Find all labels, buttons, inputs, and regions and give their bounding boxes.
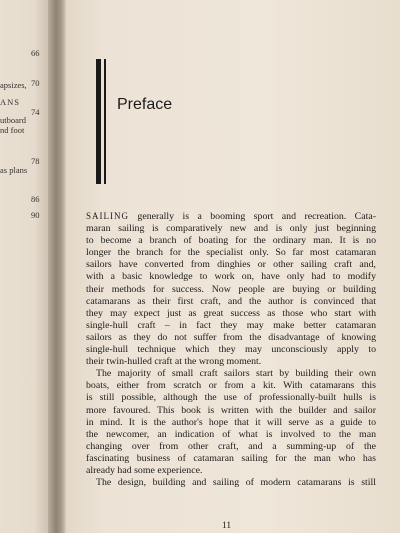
text-line: with a basic knowledge to work on, have only had to modify xyxy=(86,271,376,283)
text-line: maran sailing is comparatively new and is only just beginning xyxy=(86,223,376,235)
text-line: in mind. It is the author's hope that it will serve as a guide to xyxy=(86,416,376,428)
book-gutter xyxy=(48,0,66,533)
left-page-fragment: nd foot xyxy=(0,125,25,135)
left-page-number: 78 xyxy=(31,156,40,166)
left-page-fragment: ANS xyxy=(0,97,21,107)
text-line: sailors have converted from dinghies or other sailing craft and, xyxy=(86,259,376,271)
small-caps-word: SAILING xyxy=(86,211,129,221)
chapter-title: Preface xyxy=(117,96,173,113)
text-line: The majority of small craft sailors start by building their own xyxy=(96,368,376,380)
left-page xyxy=(0,0,48,533)
left-page-fragment: as plans xyxy=(0,165,28,175)
text-line: boats, either from scratch or from a kit. With catamarans this xyxy=(86,380,376,392)
text-line: fascinating business of catamaran sailing for the man who has xyxy=(86,452,376,464)
left-page-fragment: utboard xyxy=(0,115,26,125)
title-rule-thin xyxy=(104,59,106,184)
left-page-number: 70 xyxy=(31,78,40,88)
text-line: single-hull craft – in fact they may make better catamaran xyxy=(86,319,376,331)
text-line: is still possible, although the use of professionally-built hulls is xyxy=(86,392,376,404)
left-page-number: 74 xyxy=(31,107,40,117)
text-line: already had some experience. xyxy=(86,464,203,476)
text-line: more favoured. This book is written with the builder and sailor xyxy=(86,404,376,416)
left-page-number: 90 xyxy=(31,210,40,220)
page-number: 11 xyxy=(222,521,232,531)
text-line: sailors as they do not suffer from the disadvantage of knowing xyxy=(86,331,376,343)
text-line: their twin-hulled craft at the wrong moment. xyxy=(86,356,262,368)
text-line: catamarans as their first craft, and the author is convinced that xyxy=(86,295,376,307)
text-line: longer the branch for the specialist only. So far most catamaran xyxy=(86,247,376,259)
left-page-fragment: apsizes, xyxy=(0,80,27,90)
left-page-number: 86 xyxy=(31,194,40,204)
text-line: The design, building and sailing of modern catamarans is still xyxy=(96,477,376,489)
text-line: changing over from other craft, and a summing-up of the xyxy=(86,440,376,452)
text-line: their methods for success. Now people are buying or building xyxy=(86,283,376,295)
line-text: generally is a booming sport and recreation. Cata- xyxy=(129,211,376,222)
text-line xyxy=(86,210,376,223)
left-page-number: 66 xyxy=(31,48,40,58)
text-line: they may expect just as great success as those who start with xyxy=(86,307,376,319)
text-line: single-hull technique which they may unconsciously apply to xyxy=(86,344,376,356)
text-line: to become a branch of boating for the ordinary man. It is no xyxy=(86,235,376,247)
title-rule-thick xyxy=(96,59,101,184)
body-text xyxy=(86,210,376,489)
text-line: the newcomer, an indication of what is involved to the man xyxy=(86,428,376,440)
